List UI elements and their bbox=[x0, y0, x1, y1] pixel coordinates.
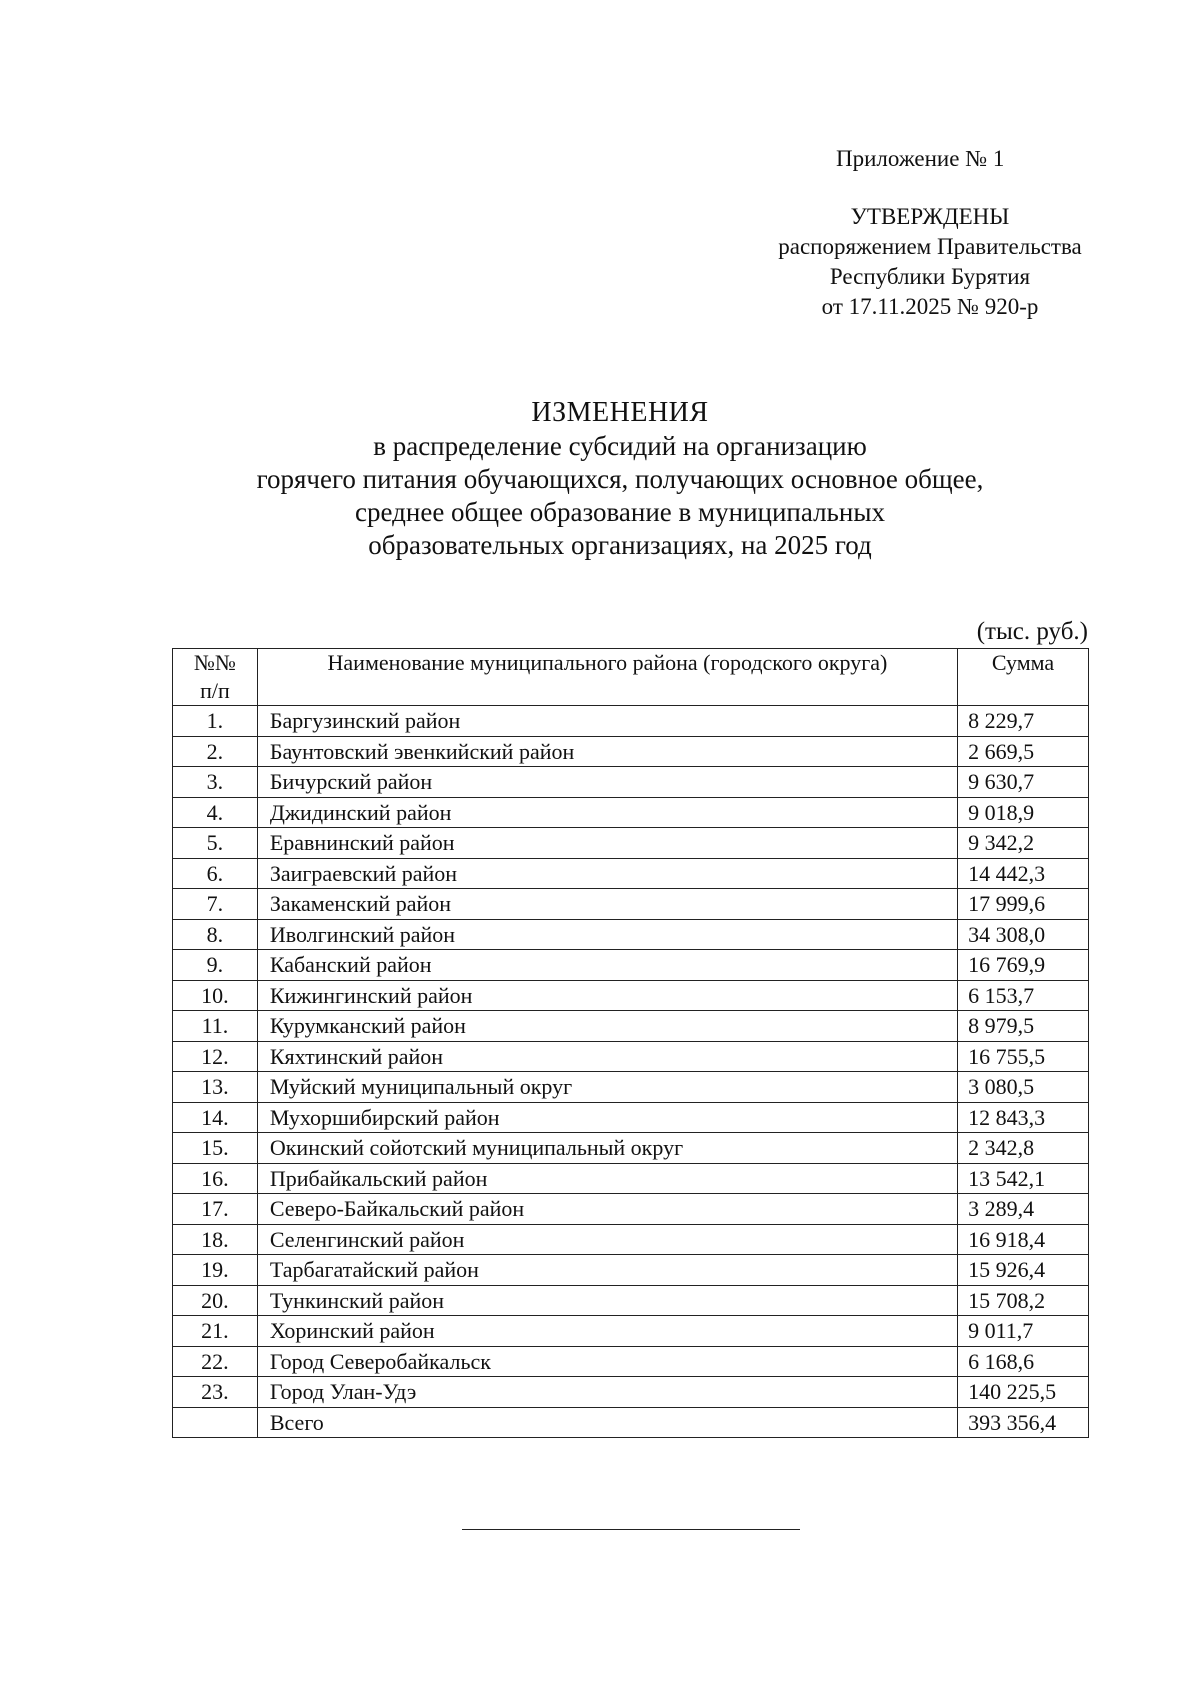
row-name: Тункинский район bbox=[257, 1285, 957, 1316]
row-sum: 8 979,5 bbox=[958, 1011, 1089, 1042]
table-row bbox=[173, 858, 1089, 889]
row-sum: 9 630,7 bbox=[958, 767, 1089, 798]
row-number: 22. bbox=[173, 1346, 258, 1377]
row-sum: 14 442,3 bbox=[958, 858, 1089, 889]
table-row bbox=[173, 736, 1089, 767]
table-total-row bbox=[173, 1407, 1089, 1438]
title-line-4: образовательных организациях, на 2025 год bbox=[368, 530, 872, 560]
row-name: Еравнинский район bbox=[257, 828, 957, 859]
row-name: Баунтовский эвенкийский район bbox=[257, 736, 957, 767]
row-number: 14. bbox=[173, 1102, 258, 1133]
row-name: Кабанский район bbox=[257, 950, 957, 981]
row-name: Город Улан-Удэ bbox=[257, 1377, 957, 1408]
row-sum: 16 769,9 bbox=[958, 950, 1089, 981]
header-number bbox=[173, 649, 258, 706]
row-name: Кижингинский район bbox=[257, 980, 957, 1011]
row-sum: 12 843,3 bbox=[958, 1102, 1089, 1133]
row-sum: 13 542,1 bbox=[958, 1163, 1089, 1194]
table-row bbox=[173, 1285, 1089, 1316]
row-sum: 8 229,7 bbox=[958, 706, 1089, 737]
title-line-1: в распределение субсидий на организацию bbox=[373, 431, 867, 461]
row-name: Курумканский район bbox=[257, 1011, 957, 1042]
row-name: Окинский сойотский муниципальный округ bbox=[257, 1133, 957, 1164]
approval-block bbox=[740, 202, 1120, 322]
row-number: 3. bbox=[173, 767, 258, 798]
row-number: 17. bbox=[173, 1194, 258, 1225]
row-sum: 16 918,4 bbox=[958, 1224, 1089, 1255]
appendix-label: Приложение № 1 bbox=[836, 146, 1005, 171]
row-sum: 15 926,4 bbox=[958, 1255, 1089, 1286]
row-name: Хоринский район bbox=[257, 1316, 957, 1347]
row-number: 20. bbox=[173, 1285, 258, 1316]
row-number: 4. bbox=[173, 797, 258, 828]
table-row bbox=[173, 1041, 1089, 1072]
document-title bbox=[120, 396, 1120, 562]
distribution-table bbox=[172, 648, 1089, 1438]
row-sum: 17 999,6 bbox=[958, 889, 1089, 920]
row-number: 11. bbox=[173, 1011, 258, 1042]
row-number: 8. bbox=[173, 919, 258, 950]
row-sum: 15 708,2 bbox=[958, 1285, 1089, 1316]
row-sum: 3 289,4 bbox=[958, 1194, 1089, 1225]
row-sum: 2 669,5 bbox=[958, 736, 1089, 767]
total-label: Всего bbox=[257, 1407, 957, 1438]
approval-line-1: УТВЕРЖДЕНЫ bbox=[850, 204, 1010, 229]
table-row bbox=[173, 1346, 1089, 1377]
row-name: Джидинский район bbox=[257, 797, 957, 828]
row-name: Город Северобайкальск bbox=[257, 1346, 957, 1377]
row-number: 16. bbox=[173, 1163, 258, 1194]
row-sum: 6 168,6 bbox=[958, 1346, 1089, 1377]
header-sum: Сумма bbox=[958, 649, 1089, 706]
table-header-row bbox=[173, 649, 1089, 706]
row-number: 5. bbox=[173, 828, 258, 859]
title-line-2: горячего питания обучающихся, получающих основное общее, bbox=[256, 464, 984, 494]
row-name: Иволгинский район bbox=[257, 919, 957, 950]
row-sum: 9 342,2 bbox=[958, 828, 1089, 859]
row-name: Кяхтинский район bbox=[257, 1041, 957, 1072]
table-body bbox=[173, 706, 1089, 1438]
title-main: ИЗМЕНЕНИЯ bbox=[531, 397, 709, 428]
row-name: Заиграевский район bbox=[257, 858, 957, 889]
row-number: 18. bbox=[173, 1224, 258, 1255]
row-number: 9. bbox=[173, 950, 258, 981]
row-sum: 9 018,9 bbox=[958, 797, 1089, 828]
row-sum: 9 011,7 bbox=[958, 1316, 1089, 1347]
row-number: 19. bbox=[173, 1255, 258, 1286]
approval-line-4: от 17.11.2025 № 920-р bbox=[821, 294, 1039, 319]
table-row bbox=[173, 1377, 1089, 1408]
row-number: 21. bbox=[173, 1316, 258, 1347]
row-name: Баргузинский район bbox=[257, 706, 957, 737]
row-number: 7. bbox=[173, 889, 258, 920]
header-number-line-1: №№ bbox=[193, 650, 236, 675]
title-line-3: среднее общее образование в муниципальных bbox=[355, 497, 885, 527]
end-separator-line bbox=[462, 1529, 800, 1530]
row-number: 1. bbox=[173, 706, 258, 737]
row-name: Тарбагатайский район bbox=[257, 1255, 957, 1286]
table-row bbox=[173, 889, 1089, 920]
table-row bbox=[173, 767, 1089, 798]
header-number-line-2: п/п bbox=[200, 678, 230, 703]
total-number bbox=[173, 1407, 258, 1438]
row-number: 23. bbox=[173, 1377, 258, 1408]
row-number: 15. bbox=[173, 1133, 258, 1164]
table-row bbox=[173, 1072, 1089, 1103]
table-row bbox=[173, 1224, 1089, 1255]
row-number: 13. bbox=[173, 1072, 258, 1103]
table-row bbox=[173, 706, 1089, 737]
row-number: 10. bbox=[173, 980, 258, 1011]
table-row bbox=[173, 1194, 1089, 1225]
row-name: Закаменский район bbox=[257, 889, 957, 920]
row-name: Селенгинский район bbox=[257, 1224, 957, 1255]
row-name: Прибайкальский район bbox=[257, 1163, 957, 1194]
row-number: 6. bbox=[173, 858, 258, 889]
row-name: Северо-Байкальский район bbox=[257, 1194, 957, 1225]
table-row bbox=[173, 1102, 1089, 1133]
table-row bbox=[173, 1255, 1089, 1286]
header-name: Наименование муниципального района (городского округа) bbox=[257, 649, 957, 706]
table-row bbox=[173, 919, 1089, 950]
table-row bbox=[173, 828, 1089, 859]
table-row bbox=[173, 1133, 1089, 1164]
approval-line-3: Республики Бурятия bbox=[829, 264, 1031, 289]
table-row bbox=[173, 1011, 1089, 1042]
row-name: Бичурский район bbox=[257, 767, 957, 798]
total-sum: 393 356,4 bbox=[958, 1407, 1089, 1438]
row-sum: 3 080,5 bbox=[958, 1072, 1089, 1103]
row-name: Мухоршибирский район bbox=[257, 1102, 957, 1133]
table-row bbox=[173, 797, 1089, 828]
row-sum: 140 225,5 bbox=[958, 1377, 1089, 1408]
row-sum: 16 755,5 bbox=[958, 1041, 1089, 1072]
row-number: 12. bbox=[173, 1041, 258, 1072]
units-label: (тыс. руб.) bbox=[976, 618, 1088, 645]
row-sum: 2 342,8 bbox=[958, 1133, 1089, 1164]
table-row bbox=[173, 1163, 1089, 1194]
table-row bbox=[173, 980, 1089, 1011]
row-sum: 34 308,0 bbox=[958, 919, 1089, 950]
table-row bbox=[173, 1316, 1089, 1347]
table-row bbox=[173, 950, 1089, 981]
row-number: 2. bbox=[173, 736, 258, 767]
approval-line-2: распоряжением Правительства bbox=[778, 234, 1082, 259]
row-sum: 6 153,7 bbox=[958, 980, 1089, 1011]
row-name: Муйский муниципальный округ bbox=[257, 1072, 957, 1103]
